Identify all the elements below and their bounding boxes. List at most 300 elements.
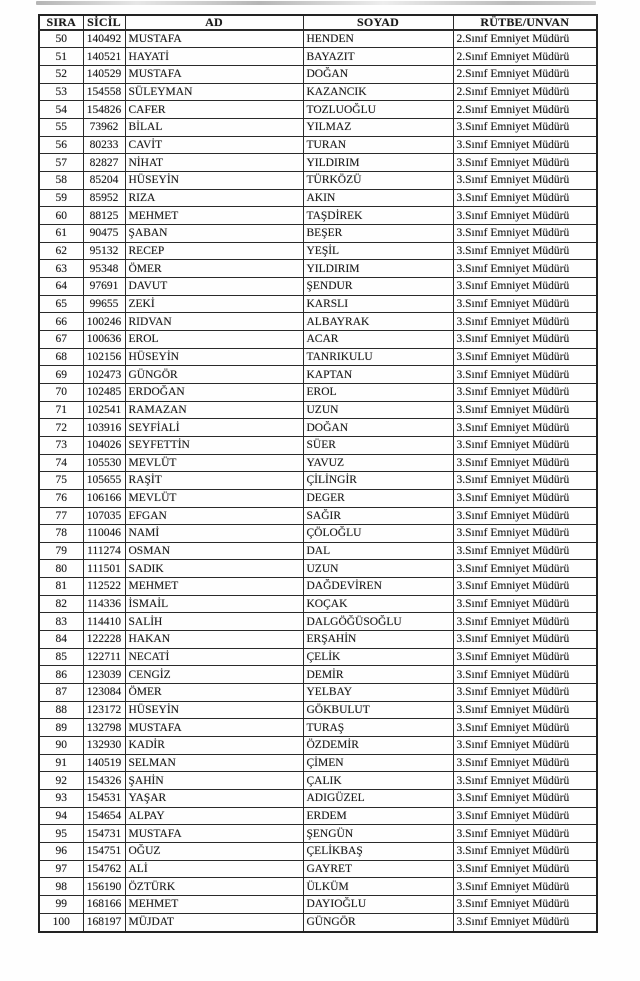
cell-sira: 57	[39, 154, 83, 172]
cell-rutbe-unvan: 3.Sınıf Emniyet Müdürü	[453, 207, 597, 225]
cell-soyad: ŞENGÜN	[303, 825, 453, 843]
cell-ad: İSMAİL	[125, 595, 303, 613]
cell-sicil: 140519	[83, 754, 125, 772]
table-row	[39, 648, 597, 666]
cell-sicil: 114336	[83, 595, 125, 613]
cell-rutbe-unvan: 3.Sınıf Emniyet Müdürü	[453, 807, 597, 825]
cell-ad: SELMAN	[125, 754, 303, 772]
cell-rutbe-unvan: 3.Sınıf Emniyet Müdürü	[453, 436, 597, 454]
cell-rutbe-unvan: 3.Sınıf Emniyet Müdürü	[453, 860, 597, 878]
cell-ad: ŞABAN	[125, 225, 303, 243]
table-row	[39, 348, 597, 366]
cell-sicil: 110046	[83, 525, 125, 543]
cell-sicil: 97691	[83, 277, 125, 295]
cell-sicil: 99655	[83, 295, 125, 313]
cell-sicil: 95132	[83, 242, 125, 260]
table-row	[39, 578, 597, 596]
cell-rutbe-unvan: 3.Sınıf Emniyet Müdürü	[453, 472, 597, 490]
cell-sicil: 111501	[83, 560, 125, 578]
cell-sira: 77	[39, 507, 83, 525]
cell-ad: ERDOĞAN	[125, 383, 303, 401]
table-row	[39, 295, 597, 313]
cell-ad: CENGİZ	[125, 666, 303, 684]
table-row	[39, 719, 597, 737]
cell-ad: HAYATİ	[125, 48, 303, 66]
cell-rutbe-unvan: 3.Sınıf Emniyet Müdürü	[453, 578, 597, 596]
cell-rutbe-unvan: 3.Sınıf Emniyet Müdürü	[453, 401, 597, 419]
cell-sicil: 85204	[83, 172, 125, 190]
cell-rutbe-unvan: 3.Sınıf Emniyet Müdürü	[453, 119, 597, 137]
cell-ad: SEYFETTİN	[125, 436, 303, 454]
table-row	[39, 666, 597, 684]
cell-soyad: KOÇAK	[303, 595, 453, 613]
table-row	[39, 207, 597, 225]
cell-ad: HÜSEYİN	[125, 172, 303, 190]
cell-rutbe-unvan: 3.Sınıf Emniyet Müdürü	[453, 383, 597, 401]
cell-ad: RIDVAN	[125, 313, 303, 331]
cell-sicil: 102541	[83, 401, 125, 419]
cell-ad: NİHAT	[125, 154, 303, 172]
header-soyad: SOYAD	[303, 15, 453, 30]
cell-sicil: 102473	[83, 366, 125, 384]
cell-ad: ŞAHİN	[125, 772, 303, 790]
table-row	[39, 454, 597, 472]
cell-sira: 82	[39, 595, 83, 613]
cell-rutbe-unvan: 3.Sınıf Emniyet Müdürü	[453, 825, 597, 843]
cell-sicil: 154751	[83, 842, 125, 860]
cell-sira: 66	[39, 313, 83, 331]
cell-sira: 67	[39, 330, 83, 348]
cell-soyad: ÇİMEN	[303, 754, 453, 772]
cell-soyad: SAĞIR	[303, 507, 453, 525]
table-row	[39, 436, 597, 454]
cell-soyad: GÖKBULUT	[303, 701, 453, 719]
cell-soyad: BAYAZIT	[303, 48, 453, 66]
cell-soyad: TURAŞ	[303, 719, 453, 737]
cell-sicil: 95348	[83, 260, 125, 278]
cell-sira: 54	[39, 101, 83, 119]
header-rutbe-unvan: RÜTBE/UNVAN	[453, 15, 597, 30]
cell-soyad: ERDEM	[303, 807, 453, 825]
cell-soyad: SÜER	[303, 436, 453, 454]
cell-sira: 58	[39, 172, 83, 190]
table-row	[39, 807, 597, 825]
cell-sicil: 80233	[83, 136, 125, 154]
cell-rutbe-unvan: 3.Sınıf Emniyet Müdürü	[453, 878, 597, 896]
cell-sira: 97	[39, 860, 83, 878]
cell-sira: 53	[39, 83, 83, 101]
cell-sira: 96	[39, 842, 83, 860]
cell-sicil: 100636	[83, 330, 125, 348]
table-row	[39, 790, 597, 808]
cell-rutbe-unvan: 3.Sınıf Emniyet Müdürü	[453, 701, 597, 719]
table-row	[39, 542, 597, 560]
cell-rutbe-unvan: 3.Sınıf Emniyet Müdürü	[453, 419, 597, 437]
table-row	[39, 172, 597, 190]
cell-ad: MUSTAFA	[125, 719, 303, 737]
cell-sicil: 114410	[83, 613, 125, 631]
cell-soyad: ÇİLİNGİR	[303, 472, 453, 490]
cell-sira: 59	[39, 189, 83, 207]
cell-sicil: 122228	[83, 631, 125, 649]
cell-sicil: 154731	[83, 825, 125, 843]
cell-sicil: 123039	[83, 666, 125, 684]
cell-ad: ZEKİ	[125, 295, 303, 313]
cell-soyad: YAVUZ	[303, 454, 453, 472]
cell-sira: 73	[39, 436, 83, 454]
cell-rutbe-unvan: 3.Sınıf Emniyet Müdürü	[453, 772, 597, 790]
cell-rutbe-unvan: 3.Sınıf Emniyet Müdürü	[453, 366, 597, 384]
cell-sicil: 104026	[83, 436, 125, 454]
cell-rutbe-unvan: 3.Sınıf Emniyet Müdürü	[453, 189, 597, 207]
cell-sira: 78	[39, 525, 83, 543]
cell-ad: BİLAL	[125, 119, 303, 137]
cell-ad: RECEP	[125, 242, 303, 260]
cell-sira: 62	[39, 242, 83, 260]
cell-rutbe-unvan: 3.Sınıf Emniyet Müdürü	[453, 684, 597, 702]
cell-sira: 56	[39, 136, 83, 154]
cell-ad: MEVLÜT	[125, 489, 303, 507]
cell-soyad: HENDEN	[303, 30, 453, 48]
cell-sira: 90	[39, 737, 83, 755]
cell-soyad: ACAR	[303, 330, 453, 348]
cell-ad: ÖZTÜRK	[125, 878, 303, 896]
table-row	[39, 277, 597, 295]
table-row	[39, 401, 597, 419]
cell-soyad: KARSLI	[303, 295, 453, 313]
cell-sicil: 105530	[83, 454, 125, 472]
cell-rutbe-unvan: 3.Sınıf Emniyet Müdürü	[453, 560, 597, 578]
cell-soyad: DOĞAN	[303, 66, 453, 84]
cell-ad: EROL	[125, 330, 303, 348]
table-row	[39, 878, 597, 896]
cell-ad: HÜSEYİN	[125, 701, 303, 719]
cell-soyad: YELBAY	[303, 684, 453, 702]
cell-soyad: DEMİR	[303, 666, 453, 684]
cell-ad: MEHMET	[125, 578, 303, 596]
cell-ad: RAŞİT	[125, 472, 303, 490]
cell-ad: SALİH	[125, 613, 303, 631]
cell-sira: 61	[39, 225, 83, 243]
table-body	[39, 30, 597, 932]
cell-rutbe-unvan: 3.Sınıf Emniyet Müdürü	[453, 313, 597, 331]
table-row	[39, 895, 597, 913]
cell-sira: 80	[39, 560, 83, 578]
cell-rutbe-unvan: 2.Sınıf Emniyet Müdürü	[453, 48, 597, 66]
cell-sira: 100	[39, 913, 83, 932]
scan-artifact-previous-row	[36, 1, 596, 5]
cell-soyad: ÇELİK	[303, 648, 453, 666]
cell-sira: 63	[39, 260, 83, 278]
table-row	[39, 701, 597, 719]
cell-rutbe-unvan: 2.Sınıf Emniyet Müdürü	[453, 66, 597, 84]
cell-rutbe-unvan: 3.Sınıf Emniyet Müdürü	[453, 277, 597, 295]
header-sira: SIRA	[39, 15, 83, 30]
cell-soyad: BEŞER	[303, 225, 453, 243]
cell-sicil: 123084	[83, 684, 125, 702]
cell-sicil: 132930	[83, 737, 125, 755]
cell-sicil: 103916	[83, 419, 125, 437]
cell-rutbe-unvan: 3.Sınıf Emniyet Müdürü	[453, 631, 597, 649]
table-row	[39, 525, 597, 543]
cell-rutbe-unvan: 3.Sınıf Emniyet Müdürü	[453, 525, 597, 543]
cell-sicil: 90475	[83, 225, 125, 243]
cell-ad: ALPAY	[125, 807, 303, 825]
cell-soyad: ŞENDUR	[303, 277, 453, 295]
cell-soyad: ÇÖLOĞLU	[303, 525, 453, 543]
cell-ad: NAMİ	[125, 525, 303, 543]
cell-ad: RAMAZAN	[125, 401, 303, 419]
table-row	[39, 136, 597, 154]
cell-sicil: 100246	[83, 313, 125, 331]
cell-rutbe-unvan: 3.Sınıf Emniyet Müdürü	[453, 154, 597, 172]
cell-soyad: AKIN	[303, 189, 453, 207]
cell-sira: 76	[39, 489, 83, 507]
cell-sira: 74	[39, 454, 83, 472]
cell-sicil: 154826	[83, 101, 125, 119]
cell-sicil: 168166	[83, 895, 125, 913]
cell-soyad: ÇELİKBAŞ	[303, 842, 453, 860]
table-row	[39, 419, 597, 437]
cell-sira: 92	[39, 772, 83, 790]
cell-sira: 94	[39, 807, 83, 825]
cell-soyad: KAZANCIK	[303, 83, 453, 101]
cell-sira: 87	[39, 684, 83, 702]
cell-ad: CAVİT	[125, 136, 303, 154]
cell-ad: DAVUT	[125, 277, 303, 295]
cell-rutbe-unvan: 3.Sınıf Emniyet Müdürü	[453, 648, 597, 666]
cell-rutbe-unvan: 3.Sınıf Emniyet Müdürü	[453, 489, 597, 507]
table-row	[39, 684, 597, 702]
cell-sira: 95	[39, 825, 83, 843]
cell-sicil: 154531	[83, 790, 125, 808]
table-row	[39, 330, 597, 348]
table-row	[39, 83, 597, 101]
cell-sira: 83	[39, 613, 83, 631]
cell-sira: 65	[39, 295, 83, 313]
cell-soyad: EROL	[303, 383, 453, 401]
table-row	[39, 189, 597, 207]
cell-rutbe-unvan: 2.Sınıf Emniyet Müdürü	[453, 101, 597, 119]
cell-sira: 81	[39, 578, 83, 596]
cell-rutbe-unvan: 3.Sınıf Emniyet Müdürü	[453, 330, 597, 348]
table-header	[39, 15, 597, 30]
cell-sicil: 123172	[83, 701, 125, 719]
cell-soyad: UZUN	[303, 401, 453, 419]
cell-soyad: ÇALIK	[303, 772, 453, 790]
table-row	[39, 631, 597, 649]
table-row	[39, 472, 597, 490]
cell-rutbe-unvan: 3.Sınıf Emniyet Müdürü	[453, 895, 597, 913]
cell-ad: MUSTAFA	[125, 825, 303, 843]
cell-soyad: UZUN	[303, 560, 453, 578]
cell-ad: KADİR	[125, 737, 303, 755]
cell-ad: NECATİ	[125, 648, 303, 666]
cell-soyad: ERŞAHİN	[303, 631, 453, 649]
cell-soyad: DAL	[303, 542, 453, 560]
cell-sira: 52	[39, 66, 83, 84]
cell-sicil: 73962	[83, 119, 125, 137]
table-row	[39, 913, 597, 932]
cell-soyad: ÖZDEMİR	[303, 737, 453, 755]
cell-ad: HÜSEYİN	[125, 348, 303, 366]
cell-soyad: DAYIOĞLU	[303, 895, 453, 913]
cell-sicil: 168197	[83, 913, 125, 932]
cell-rutbe-unvan: 3.Sınıf Emniyet Müdürü	[453, 613, 597, 631]
cell-sicil: 106166	[83, 489, 125, 507]
table-row	[39, 842, 597, 860]
cell-soyad: ALBAYRAK	[303, 313, 453, 331]
cell-sira: 86	[39, 666, 83, 684]
cell-sira: 72	[39, 419, 83, 437]
cell-sicil: 154558	[83, 83, 125, 101]
cell-soyad: TOZLUOĞLU	[303, 101, 453, 119]
cell-soyad: DEGER	[303, 489, 453, 507]
table-row	[39, 154, 597, 172]
cell-sicil: 156190	[83, 878, 125, 896]
table-row	[39, 754, 597, 772]
cell-ad: SEYFİALİ	[125, 419, 303, 437]
table-row	[39, 101, 597, 119]
cell-ad: CAFER	[125, 101, 303, 119]
cell-soyad: YEŞİL	[303, 242, 453, 260]
cell-ad: SADIK	[125, 560, 303, 578]
cell-sicil: 154762	[83, 860, 125, 878]
cell-sicil: 102156	[83, 348, 125, 366]
cell-sicil: 140529	[83, 66, 125, 84]
table-row	[39, 225, 597, 243]
table-row	[39, 30, 597, 48]
table-row	[39, 66, 597, 84]
table-row	[39, 313, 597, 331]
cell-sira: 50	[39, 30, 83, 48]
cell-sicil: 140521	[83, 48, 125, 66]
cell-soyad: DOĞAN	[303, 419, 453, 437]
cell-sira: 55	[39, 119, 83, 137]
cell-sira: 71	[39, 401, 83, 419]
cell-ad: ALİ	[125, 860, 303, 878]
cell-sira: 84	[39, 631, 83, 649]
cell-ad: MEHMET	[125, 895, 303, 913]
cell-sira: 70	[39, 383, 83, 401]
cell-ad: MUSTAFA	[125, 30, 303, 48]
cell-sicil: 88125	[83, 207, 125, 225]
table-row	[39, 772, 597, 790]
cell-rutbe-unvan: 3.Sınıf Emniyet Müdürü	[453, 595, 597, 613]
table-row	[39, 242, 597, 260]
cell-ad: MÜJDAT	[125, 913, 303, 932]
table-row	[39, 507, 597, 525]
cell-soyad: DAĞDEVİREN	[303, 578, 453, 596]
header-sicil: SİCİL	[83, 15, 125, 30]
table-row	[39, 366, 597, 384]
cell-ad: OĞUZ	[125, 842, 303, 860]
cell-sicil: 85952	[83, 189, 125, 207]
personnel-table	[38, 14, 598, 933]
table-row	[39, 595, 597, 613]
cell-soyad: TURAN	[303, 136, 453, 154]
cell-sicil: 105655	[83, 472, 125, 490]
cell-sicil: 112522	[83, 578, 125, 596]
cell-sira: 79	[39, 542, 83, 560]
cell-soyad: YILMAZ	[303, 119, 453, 137]
cell-ad: EFGAN	[125, 507, 303, 525]
cell-soyad: TANRIKULU	[303, 348, 453, 366]
header-ad: AD	[125, 15, 303, 30]
cell-ad: MEHMET	[125, 207, 303, 225]
cell-soyad: TÜRKÖZÜ	[303, 172, 453, 190]
cell-soyad: KAPTAN	[303, 366, 453, 384]
table-row	[39, 737, 597, 755]
table-row	[39, 560, 597, 578]
cell-rutbe-unvan: 3.Sınıf Emniyet Müdürü	[453, 913, 597, 932]
cell-rutbe-unvan: 3.Sınıf Emniyet Müdürü	[453, 242, 597, 260]
cell-rutbe-unvan: 2.Sınıf Emniyet Müdürü	[453, 83, 597, 101]
cell-ad: RIZA	[125, 189, 303, 207]
table-row	[39, 860, 597, 878]
cell-soyad: ADIGÜZEL	[303, 790, 453, 808]
cell-sicil: 132798	[83, 719, 125, 737]
table-row	[39, 48, 597, 66]
cell-rutbe-unvan: 3.Sınıf Emniyet Müdürü	[453, 666, 597, 684]
cell-sicil: 154326	[83, 772, 125, 790]
table-row	[39, 383, 597, 401]
cell-ad: YAŞAR	[125, 790, 303, 808]
cell-sira: 75	[39, 472, 83, 490]
table-row	[39, 825, 597, 843]
table-row	[39, 119, 597, 137]
cell-sicil: 154654	[83, 807, 125, 825]
cell-ad: ÖMER	[125, 684, 303, 702]
cell-sira: 64	[39, 277, 83, 295]
table-row	[39, 260, 597, 278]
cell-sicil: 102485	[83, 383, 125, 401]
cell-rutbe-unvan: 3.Sınıf Emniyet Müdürü	[453, 737, 597, 755]
cell-ad: MEVLÜT	[125, 454, 303, 472]
cell-sira: 98	[39, 878, 83, 896]
cell-rutbe-unvan: 2.Sınıf Emniyet Müdürü	[453, 30, 597, 48]
cell-sira: 85	[39, 648, 83, 666]
table-row	[39, 613, 597, 631]
cell-ad: SÜLEYMAN	[125, 83, 303, 101]
cell-sicil: 140492	[83, 30, 125, 48]
cell-rutbe-unvan: 3.Sınıf Emniyet Müdürü	[453, 719, 597, 737]
cell-soyad: TAŞDİREK	[303, 207, 453, 225]
cell-rutbe-unvan: 3.Sınıf Emniyet Müdürü	[453, 295, 597, 313]
cell-sira: 51	[39, 48, 83, 66]
cell-sira: 99	[39, 895, 83, 913]
cell-soyad: YILDIRIM	[303, 260, 453, 278]
cell-sicil: 107035	[83, 507, 125, 525]
header-row	[39, 15, 597, 30]
cell-rutbe-unvan: 3.Sınıf Emniyet Müdürü	[453, 790, 597, 808]
cell-rutbe-unvan: 3.Sınıf Emniyet Müdürü	[453, 348, 597, 366]
cell-rutbe-unvan: 3.Sınıf Emniyet Müdürü	[453, 454, 597, 472]
cell-rutbe-unvan: 3.Sınıf Emniyet Müdürü	[453, 136, 597, 154]
cell-sira: 68	[39, 348, 83, 366]
cell-ad: OSMAN	[125, 542, 303, 560]
cell-rutbe-unvan: 3.Sınıf Emniyet Müdürü	[453, 172, 597, 190]
cell-ad: GÜNGÖR	[125, 366, 303, 384]
cell-sira: 89	[39, 719, 83, 737]
cell-ad: HAKAN	[125, 631, 303, 649]
cell-rutbe-unvan: 3.Sınıf Emniyet Müdürü	[453, 260, 597, 278]
cell-sira: 93	[39, 790, 83, 808]
cell-soyad: DALGÖĞÜSOĞLU	[303, 613, 453, 631]
cell-soyad: GAYRET	[303, 860, 453, 878]
cell-rutbe-unvan: 3.Sınıf Emniyet Müdürü	[453, 754, 597, 772]
cell-sicil: 82827	[83, 154, 125, 172]
